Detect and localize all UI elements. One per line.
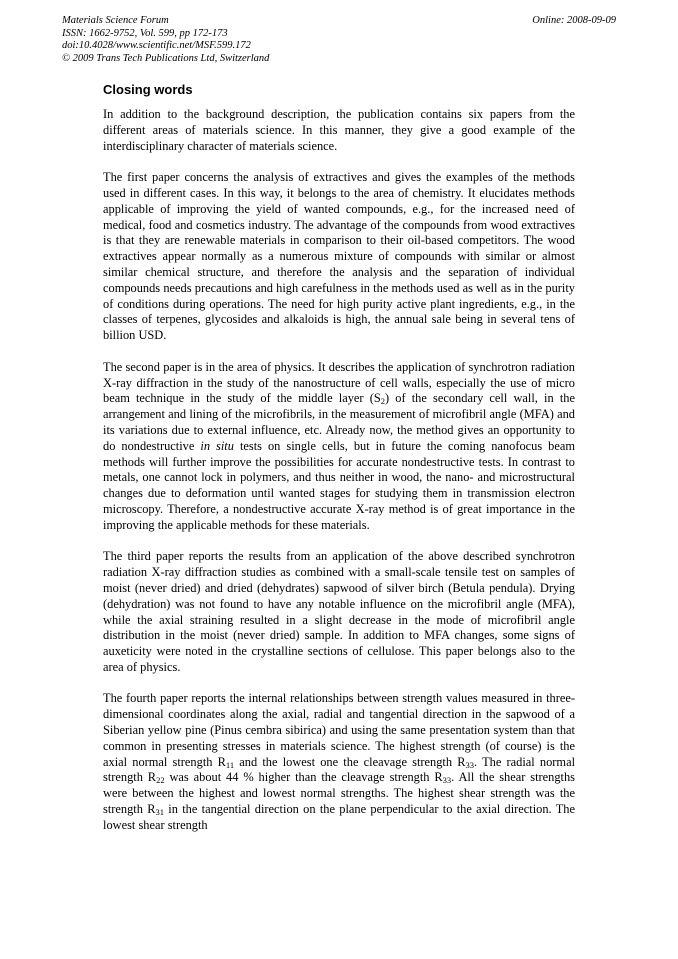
page-header [62, 15, 616, 65]
copyright-line: © 2009 Trans Tech Publications Ltd, Switzerland [62, 52, 270, 64]
journal-name: Materials Science Forum [62, 15, 169, 26]
paragraph-text: was about 44 % higher than the cleavage strength R [164, 770, 443, 785]
subscript: 11 [225, 759, 235, 770]
paragraph-text: The fourth paper reports the internal relationships between strength values measured in three-dimensional coordinates along the axial, radial and tangential direction in the sapwood of a Siberian yellow pine (Pinus cembra sibirica) and using the same presentation system than that common in presenting stresses in materials science. The highest strength (of course) is the axial normal strength R [103, 691, 575, 769]
italic-term: in situ [200, 438, 234, 453]
paragraph [103, 360, 575, 534]
subscript: 22 [156, 775, 165, 786]
paragraph [103, 107, 575, 154]
paragraph-text: ) of the secondary cell wall, in the arrangement and lining of the microfibrils, in the measurement of microfibril angle (MFA) and its variations due to external influence, etc. Already now, the method gives an opportunity to do nondestructive [103, 391, 575, 453]
issn-line: ISSN: 1662-9752, Vol. 599, pp 172-173 [62, 27, 228, 39]
doi-line[interactable]: doi:10.4028/www.scientific.net/MSF.599.172 [62, 40, 251, 51]
paragraph-text: In addition to the background description, the publication contains six papers from the different areas of materials science. In this manner, they give a good example of the interdisciplinary character of materials science. [103, 107, 575, 153]
subscript: 31 [155, 807, 164, 818]
paragraph-text: tests on single cells, but in future the coming nanofocus beam methods will further improve the possibilities for accurate nondestructive tests. In contrast to metals, one cannot lock in polymers, and thus neither in wood, the nano- and microstructural changes due to deformation until wanted stages for studying them in transmission electron microscopy. Therefore, a nondestructive accurate X-ray method is of great importance in the improving the applicable methods for these materials. [103, 438, 576, 532]
paragraph-text: The first paper concerns the analysis of extractives and gives the examples of the methods used in different cases. In this way, it belongs to the area of chemistry. It elucidates methods applicable of improving the yield of wanted compounds, e.g., for the increased need of medical, food and cosmetics industry. The advantage of the compounds from wood extractives is that they are renewable materials in comparison to their oil-based competitors. The wood extractives appear normally as a numerous mixture of compounds with similar or almost similar chemical structure, and therefore the analysis and the separation of individual compounds needs precautions and high carefulness in the methods used as well as in the purity of conditions during operations. The need for high purity active plant ingredients, e.g., in the classes of terpenes, glycosides and alkaloids is high, the annual sale being in several tens of billion USD. [103, 170, 575, 343]
section-title: Closing words [103, 82, 193, 97]
subscript: 2 [380, 396, 385, 407]
paragraph-text: and the lowest one the cleavage strength R [234, 754, 466, 769]
paragraph-text: . All the shear strengths were between the highest and lowest normal strengths. The highest shear strength was the strength R [103, 770, 575, 817]
paragraph-text: The third paper reports the results from an application of the above described synchrotron radiation X-ray diffraction studies as combined with a small-scale tensile test on samples of moist (never dried) and dried (dehydrates) sapwood of silver birch (Betula pendula). Drying (dehydration) was not found to have any notable influence on the microfibril angle (MFA), while the axial straining resulted in a slight decrease in the mode of microfibril angle distribution in the moist (never dried) sample. In addition to MFA changes, some signs of auxeticity were noted in the crystalline sections of cellulose. This paper belongs also to the area of physics. [103, 549, 575, 674]
subscript: 33 [442, 775, 452, 786]
paragraph-text: . The radial normal strength R [103, 754, 576, 785]
main-content [103, 82, 575, 849]
paragraph-text: in the tangential direction on the plane perpendicular to the axial direction. The lowest shear strength [103, 802, 575, 832]
paragraph-text: The second paper is in the area of physics. It describes the application of synchrotron radiation X-ray diffraction in the study of the nanostructure of cell walls, especially the use of micro beam technique in the study of the middle layer (S [103, 359, 575, 406]
body-text [103, 107, 575, 834]
paragraph [103, 691, 575, 833]
paragraph [103, 170, 575, 344]
online-date: Online: 2008-09-09 [532, 15, 616, 26]
subscript: 33 [465, 759, 475, 770]
paragraph [103, 549, 575, 675]
